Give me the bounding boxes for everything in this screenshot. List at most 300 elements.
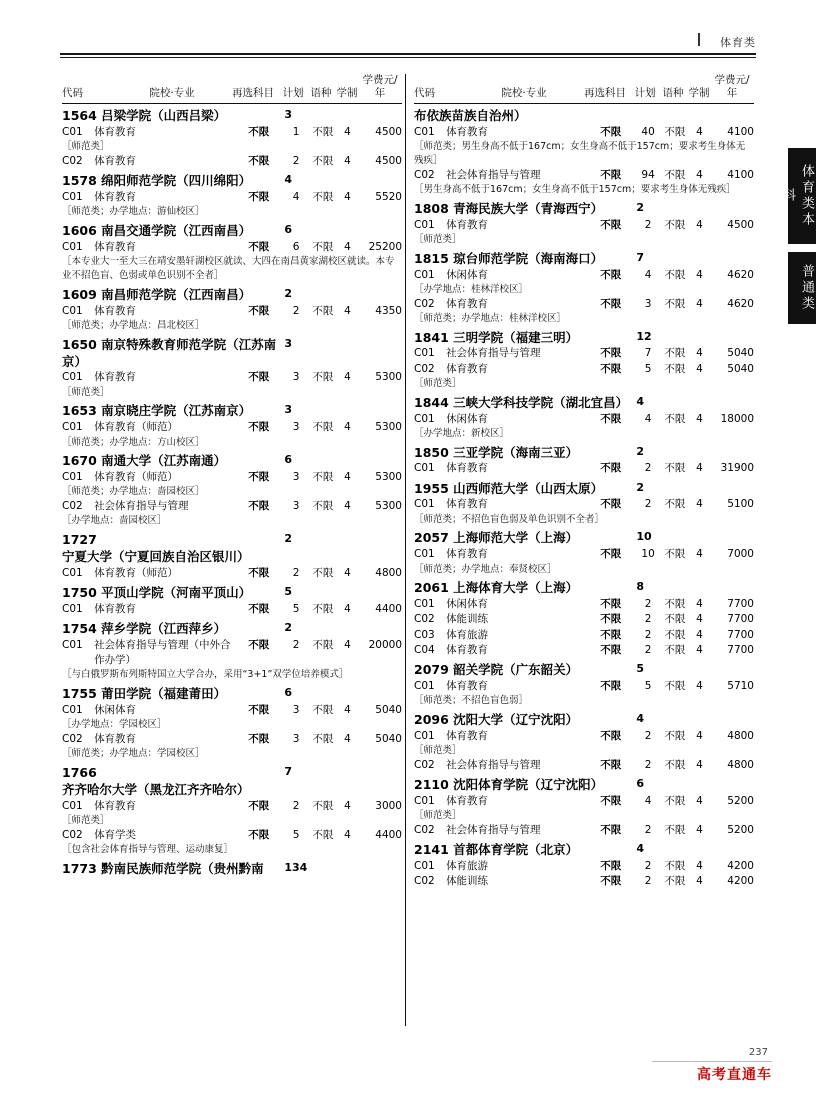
major-row[interactable]	[414, 412, 754, 427]
school-name: 南通大学（江苏南通）	[101, 453, 227, 469]
school-title-cell	[414, 391, 636, 412]
major-name: 体育教育	[94, 126, 137, 139]
major-note-row	[62, 255, 402, 283]
col-header-length: 学制	[688, 87, 710, 100]
major-plan: 4	[292, 191, 300, 204]
major-row[interactable]	[414, 461, 754, 476]
major-plan: 7	[644, 347, 652, 360]
major-language: 不限	[312, 828, 334, 841]
major-length: 4	[696, 613, 703, 626]
school-plan-total: 6	[636, 777, 645, 790]
major-row[interactable]	[414, 547, 754, 562]
major-fee: 4350	[375, 304, 402, 317]
right-column-header	[414, 74, 754, 104]
school-plan-total: 2	[284, 532, 293, 546]
school-row[interactable]	[414, 247, 754, 268]
major-name: 体能训练	[446, 613, 489, 626]
major-plan: 2	[292, 566, 300, 579]
major-note-row	[62, 814, 402, 828]
school-name: 南京晓庄学院（江苏南京）	[101, 403, 252, 419]
school-code: 1773	[62, 860, 97, 876]
major-language: 不限	[664, 268, 686, 281]
school-title-cell	[414, 247, 636, 268]
major-length: 4	[696, 548, 703, 561]
school-name: 首都体育学院（北京）	[453, 842, 579, 858]
major-row[interactable]	[414, 612, 754, 627]
page-number: 237	[748, 1047, 768, 1058]
major-row[interactable]	[62, 602, 402, 617]
school-code: 1808	[414, 200, 449, 216]
major-row[interactable]	[62, 240, 402, 255]
header-category-label: 体育类	[720, 36, 756, 49]
school-row[interactable]	[62, 104, 402, 125]
school-plan-total: 4	[284, 173, 293, 187]
school-title-cell	[414, 658, 636, 679]
major-note-row	[62, 319, 402, 333]
major-plan: 2	[644, 462, 652, 475]
school-title-cell	[62, 219, 284, 240]
col-header-fee: 学费元/年	[714, 74, 750, 100]
major-fee: 18000	[720, 412, 754, 425]
major-subject: 不限	[600, 362, 622, 375]
school-plan-total: 2	[636, 444, 645, 458]
major-fee: 4400	[375, 828, 402, 841]
school-row[interactable]	[414, 838, 754, 859]
school-plan-total: 4	[636, 394, 645, 408]
major-row[interactable]	[414, 859, 754, 874]
major-note: ［与白俄罗斯布列斯特国立大学合办，采用“3+1”双学位培养模式］	[62, 669, 349, 681]
major-row[interactable]	[62, 499, 402, 514]
school-row[interactable]	[414, 441, 754, 462]
major-fee: 4800	[727, 729, 754, 742]
major-name: 体育教育	[94, 733, 137, 746]
left-column	[62, 74, 402, 878]
major-row[interactable]	[62, 125, 402, 140]
major-plan: 2	[644, 859, 652, 872]
major-length: 4	[696, 218, 703, 231]
major-subject: 不限	[248, 241, 270, 254]
major-fee: 4620	[727, 268, 754, 281]
major-length: 4	[696, 297, 703, 310]
school-name: 南昌师范学院（江西南昌）	[101, 286, 252, 302]
school-title-cell	[62, 581, 284, 602]
major-note: ［师范类；办学地点：桂林洋校区］	[414, 312, 567, 324]
major-row[interactable]	[414, 168, 754, 183]
major-row[interactable]	[62, 638, 402, 668]
major-language: 不限	[664, 126, 686, 139]
major-subject: 不限	[600, 412, 622, 425]
school-plan-total: 2	[284, 286, 293, 300]
major-code: C01	[414, 548, 435, 561]
major-subject: 不限	[248, 602, 270, 615]
major-plan: 5	[292, 602, 300, 615]
major-note: ［师范类］	[414, 745, 462, 757]
school-row[interactable]	[414, 326, 754, 347]
school-row[interactable]	[414, 104, 754, 125]
school-title-cell	[414, 838, 636, 859]
major-name: 体育教育	[446, 362, 489, 375]
school-row[interactable]	[62, 528, 402, 566]
school-row[interactable]	[62, 617, 402, 638]
major-subject: 不限	[600, 168, 622, 181]
major-fee: 7700	[727, 628, 754, 641]
school-title-cell	[62, 169, 284, 190]
major-note: ［师范类；办学地点：啬园校区］	[62, 486, 205, 498]
major-code: C01	[414, 268, 435, 281]
major-row[interactable]	[414, 597, 754, 612]
major-plan: 4	[644, 268, 652, 281]
school-title-cell	[414, 477, 636, 498]
col-header-plan: 计划	[634, 87, 656, 100]
school-title-cell	[62, 857, 284, 878]
major-length: 4	[696, 875, 703, 888]
major-language: 不限	[664, 823, 686, 836]
major-language: 不限	[312, 799, 334, 812]
major-language: 不限	[664, 628, 686, 641]
major-subject: 不限	[248, 471, 270, 484]
major-note-row	[62, 747, 402, 761]
major-fee: 5040	[375, 733, 402, 746]
major-row[interactable]	[414, 497, 754, 512]
major-fee: 4100	[727, 126, 754, 139]
major-name: 休闲体育	[94, 704, 137, 717]
major-note: ［办学地点：啬园校区］	[62, 515, 167, 527]
school-plan-total	[636, 104, 754, 125]
major-language: 不限	[664, 412, 686, 425]
school-code: 1844	[414, 394, 449, 410]
school-plan-total: 2	[636, 200, 645, 214]
major-row[interactable]	[62, 566, 402, 581]
col-header-language: 语种	[310, 87, 332, 100]
school-name: 上海师范大学（上海）	[453, 530, 579, 546]
major-code: C02	[414, 875, 435, 888]
major-row[interactable]	[62, 703, 402, 718]
school-row[interactable]	[414, 708, 754, 729]
major-subject: 不限	[248, 500, 270, 513]
major-row[interactable]	[414, 125, 754, 140]
major-code: C01	[62, 566, 83, 579]
school-name: 布依族苗族自治州）	[414, 108, 527, 124]
major-length: 4	[344, 639, 351, 652]
school-row[interactable]	[414, 773, 754, 794]
major-note-row	[414, 744, 754, 758]
major-row[interactable]	[414, 823, 754, 838]
major-code: C01	[414, 218, 435, 231]
major-subject: 不限	[600, 613, 622, 626]
major-length: 4	[344, 500, 351, 513]
major-name: 体育教育	[446, 643, 489, 656]
major-name: 休闲体育	[446, 412, 489, 425]
major-length: 4	[344, 421, 351, 434]
major-fee: 5200	[727, 794, 754, 807]
major-row[interactable]	[62, 828, 402, 843]
school-title-cell	[62, 682, 284, 703]
school-plan-total: 4	[636, 711, 645, 725]
school-row[interactable]	[62, 449, 402, 470]
major-row[interactable]	[62, 799, 402, 814]
major-language: 不限	[664, 347, 686, 360]
major-name: 体育教育	[94, 371, 137, 384]
school-row[interactable]	[414, 197, 754, 218]
major-length: 4	[696, 823, 703, 836]
major-subject: 不限	[600, 548, 622, 561]
major-note: ［师范类］	[414, 233, 462, 245]
major-fee: 5300	[375, 471, 402, 484]
major-subject: 不限	[600, 126, 622, 139]
major-subject: 不限	[600, 498, 622, 511]
school-code: 1750	[62, 585, 97, 601]
school-row[interactable]	[62, 333, 402, 371]
school-title-cell	[414, 773, 636, 794]
major-length: 4	[696, 794, 703, 807]
school-name: 三亚学院（海南三亚）	[453, 444, 579, 460]
school-name: 三明学院（福建三明）	[453, 329, 579, 345]
major-note-row	[414, 140, 754, 168]
major-note: ［师范类］	[62, 141, 110, 153]
major-name: 社会体育指导与管理（中外合作办学）	[94, 639, 231, 667]
major-row[interactable]	[62, 370, 402, 385]
major-row[interactable]	[414, 794, 754, 809]
major-name: 体育学类	[94, 828, 137, 841]
school-row[interactable]	[414, 576, 754, 597]
school-plan-total: 3	[284, 403, 293, 417]
major-language: 不限	[664, 729, 686, 742]
major-row[interactable]	[62, 732, 402, 747]
major-language: 不限	[664, 598, 686, 611]
major-name: 体育教育	[446, 679, 489, 692]
major-code: C01	[62, 602, 83, 615]
major-row[interactable]	[414, 874, 754, 889]
major-length: 4	[344, 733, 351, 746]
major-subject: 不限	[248, 155, 270, 168]
major-fee: 4500	[375, 155, 402, 168]
major-row[interactable]	[62, 190, 402, 205]
school-title-cell	[414, 441, 636, 462]
school-title-cell	[62, 399, 284, 420]
major-code: C01	[414, 794, 435, 807]
major-language: 不限	[312, 704, 334, 717]
major-name: 体育教育	[446, 297, 489, 310]
major-plan: 2	[644, 498, 652, 511]
major-length: 4	[344, 602, 351, 615]
major-code: C01	[62, 241, 83, 254]
major-fee: 5300	[375, 421, 402, 434]
major-language: 不限	[312, 126, 334, 139]
right-listing-table	[414, 104, 754, 889]
major-name: 体育教育	[446, 548, 489, 561]
major-row[interactable]	[414, 218, 754, 233]
major-name: 体育教育	[94, 155, 137, 168]
major-code: C04	[414, 643, 435, 656]
major-fee: 4500	[375, 126, 402, 139]
major-plan: 2	[644, 628, 652, 641]
major-fee: 5710	[727, 679, 754, 692]
major-row[interactable]	[62, 304, 402, 319]
school-code: 2079	[414, 662, 449, 678]
major-plan: 2	[644, 758, 652, 771]
school-code: 1955	[414, 480, 449, 496]
major-note: ［办学地点：新校区］	[414, 427, 510, 439]
major-language: 不限	[664, 643, 686, 656]
school-code: 1650	[62, 336, 97, 352]
major-subject: 不限	[248, 126, 270, 139]
major-fee: 5300	[375, 371, 402, 384]
school-row[interactable]	[62, 219, 402, 240]
major-code: C01	[414, 729, 435, 742]
school-name: 绵阳师范学院（四川绵阳）	[101, 173, 252, 189]
major-code: C03	[414, 628, 435, 641]
major-code: C01	[62, 704, 83, 717]
major-note: ［办学地点：桂林洋校区］	[414, 283, 529, 295]
major-fee: 5040	[727, 362, 754, 375]
col-header-fee: 学费元/年	[362, 74, 398, 100]
school-code: 1606	[62, 223, 97, 239]
major-code: C02	[414, 168, 435, 181]
school-plan-total: 5	[636, 662, 645, 676]
major-language: 不限	[312, 471, 334, 484]
school-name: 萍乡学院（江西萍乡）	[101, 621, 227, 637]
school-row[interactable]	[414, 477, 754, 498]
major-row[interactable]	[62, 470, 402, 485]
school-name: 沈阳大学（辽宁沈阳）	[453, 711, 579, 727]
major-code: C01	[414, 679, 435, 692]
major-note: ［师范类；男生身高不低于167cm；女生身高不低于157cm；要求考生身体无残疾］	[414, 141, 746, 167]
school-row[interactable]	[414, 526, 754, 547]
major-row[interactable]	[414, 297, 754, 312]
major-name: 体育教育	[446, 126, 489, 139]
school-name: 山西师范大学（山西太原）	[453, 480, 604, 496]
school-code: 1755	[62, 686, 97, 702]
major-length: 4	[344, 371, 351, 384]
school-name: 黔南民族师范学院（贵州黔南	[101, 860, 264, 876]
school-row[interactable]	[62, 857, 402, 878]
major-language: 不限	[312, 241, 334, 254]
major-length: 4	[696, 168, 703, 181]
major-language: 不限	[664, 168, 686, 181]
side-tab-putong[interactable]: 普通类	[788, 252, 816, 324]
major-code: C01	[62, 191, 83, 204]
school-row[interactable]	[62, 399, 402, 420]
major-language: 不限	[664, 794, 686, 807]
major-length: 4	[344, 126, 351, 139]
school-code: 1815	[414, 250, 449, 266]
major-name: 体育教育	[94, 191, 137, 204]
major-language: 不限	[312, 191, 334, 204]
school-row[interactable]	[62, 169, 402, 190]
major-language: 不限	[664, 297, 686, 310]
major-row[interactable]	[62, 154, 402, 169]
school-plan-total: 3	[284, 108, 293, 122]
major-note-row	[62, 485, 402, 499]
major-fee: 5040	[375, 704, 402, 717]
major-code: C01	[414, 347, 435, 360]
major-row[interactable]	[414, 643, 754, 658]
school-title-cell	[62, 449, 284, 470]
major-subject: 不限	[248, 304, 270, 317]
major-subject: 不限	[248, 371, 270, 384]
major-row[interactable]	[414, 268, 754, 283]
school-title-cell	[414, 576, 636, 597]
school-name: 琼台师范学院（海南海口）	[453, 250, 604, 266]
major-code: C01	[414, 498, 435, 511]
major-fee: 7000	[727, 548, 754, 561]
major-fee: 4800	[727, 758, 754, 771]
major-fee: 5300	[375, 500, 402, 513]
major-subject: 不限	[600, 218, 622, 231]
major-plan: 3	[292, 704, 300, 717]
major-subject: 不限	[600, 347, 622, 360]
major-row[interactable]	[414, 628, 754, 643]
major-note-row	[414, 233, 754, 247]
major-plan: 2	[292, 155, 300, 168]
major-subject: 不限	[600, 859, 622, 872]
major-code: C01	[62, 799, 83, 812]
school-row[interactable]	[62, 581, 402, 602]
school-plan-total: 7	[636, 250, 645, 264]
major-fee: 25200	[368, 241, 402, 254]
major-row[interactable]	[414, 362, 754, 377]
school-title-cell	[62, 528, 284, 566]
school-name: 上海体育大学（上海）	[453, 580, 579, 596]
school-code: 1609	[62, 286, 97, 302]
major-subject: 不限	[248, 828, 270, 841]
major-plan: 3	[292, 421, 300, 434]
school-row[interactable]	[62, 682, 402, 703]
school-row[interactable]	[62, 761, 402, 799]
major-fee: 5100	[727, 498, 754, 511]
major-name: 社会体育指导与管理	[446, 347, 541, 360]
school-row[interactable]	[414, 391, 754, 412]
major-length: 4	[344, 704, 351, 717]
school-row[interactable]	[414, 658, 754, 679]
major-row[interactable]	[414, 679, 754, 694]
major-row[interactable]	[414, 729, 754, 744]
school-name: 南京特殊教育师范学院（江苏南京）	[62, 336, 277, 369]
major-name: 体育旅游	[446, 859, 489, 872]
school-code: 1670	[62, 453, 97, 469]
major-length: 4	[344, 241, 351, 254]
major-name: 体育教育（师范）	[94, 421, 179, 434]
major-length: 4	[344, 304, 351, 317]
major-name: 体育教育	[446, 729, 489, 742]
major-code: C02	[62, 828, 83, 841]
major-plan: 10	[641, 548, 655, 561]
column-divider	[405, 74, 406, 1026]
major-language: 不限	[312, 566, 334, 579]
major-plan: 2	[644, 823, 652, 836]
major-code: C02	[62, 500, 83, 513]
major-code: C02	[414, 613, 435, 626]
major-subject: 不限	[248, 799, 270, 812]
major-note-row	[62, 436, 402, 450]
school-row[interactable]	[62, 283, 402, 304]
brand-logo: 高考直通车	[697, 1067, 772, 1083]
side-tab-benke[interactable]: 体育类本科	[788, 148, 816, 244]
major-length: 4	[344, 191, 351, 204]
major-row[interactable]	[414, 346, 754, 361]
school-name: 吕梁学院（山西吕梁）	[101, 108, 227, 124]
right-column	[414, 74, 754, 889]
major-code: C02	[414, 758, 435, 771]
major-language: 不限	[312, 421, 334, 434]
major-row[interactable]	[62, 420, 402, 435]
col-header-code: 代码	[414, 87, 435, 100]
major-note: ［师范类；不招色盲色弱及单色识别不全者］	[414, 513, 605, 525]
school-code: 1578	[62, 173, 97, 189]
major-row[interactable]	[414, 758, 754, 773]
major-subject: 不限	[248, 566, 270, 579]
major-subject: 不限	[600, 297, 622, 310]
